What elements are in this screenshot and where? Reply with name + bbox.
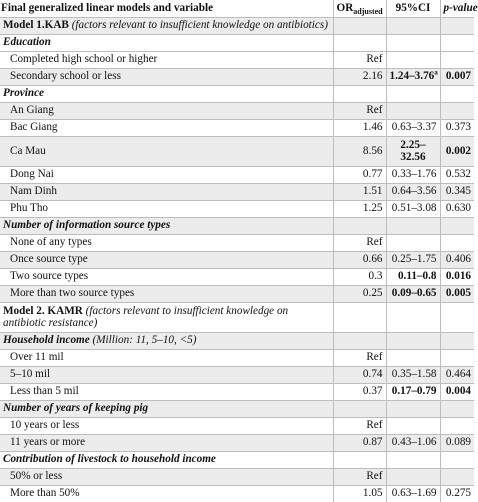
ci-value: 1.24–3.76 — [389, 70, 435, 82]
ci-value — [386, 468, 440, 485]
header-or — [333, 0, 386, 17]
ci-value: 0.51–3.08 — [386, 200, 440, 217]
category-label: Education — [0, 34, 333, 51]
p-value — [440, 468, 474, 485]
or-value: 0.77 — [333, 166, 386, 183]
row-label: More than two source types — [0, 285, 333, 302]
model-1-note: (factors relevant to insufficient knowledge on antibiotics) — [71, 19, 328, 31]
ci-value: 0.17–0.79 — [386, 383, 440, 400]
ci-value — [386, 102, 440, 119]
category-row-education — [0, 34, 474, 51]
or-value: 1.46 — [333, 119, 386, 136]
table-row — [0, 251, 474, 268]
or-value: 1.05 — [333, 485, 386, 502]
or-value: 0.74 — [333, 366, 386, 383]
row-label: Less than 5 mil — [0, 383, 333, 400]
row-label: 50% or less — [0, 468, 333, 485]
table-row — [0, 102, 474, 119]
table-row — [0, 268, 474, 285]
category-label-cell — [0, 332, 333, 349]
category-row-household-income — [0, 332, 474, 349]
model-2-note: (factors relevant to insufficient knowledge on antibiotic resistance) — [3, 305, 289, 329]
row-label: Dong Nai — [0, 166, 333, 183]
ci-value: 0.33–1.76 — [386, 166, 440, 183]
p-value: 0.373 — [440, 119, 474, 136]
p-value: 0.007 — [440, 68, 474, 85]
row-label: More than 50% — [0, 485, 333, 502]
table-row — [0, 349, 474, 366]
row-label: 11 years or more — [0, 434, 333, 451]
category-row-information-sources — [0, 217, 474, 234]
category-label: Contribution of livestock to household income — [0, 451, 333, 468]
category-label: Province — [0, 85, 333, 102]
or-value: Ref — [333, 102, 386, 119]
p-value: 0.016 — [440, 268, 474, 285]
p-value: 0.275 — [440, 485, 474, 502]
header-or-label: OR — [336, 1, 354, 14]
model-1-title: Model 1.KAB — [3, 19, 69, 31]
table-row — [0, 51, 474, 68]
category-row-province — [0, 85, 474, 102]
model-2-title: Model 2. KAMR — [3, 305, 83, 317]
ci-footnote-marker: a — [434, 68, 438, 77]
model-2-title-cell — [0, 302, 333, 332]
category-label: Number of years of keeping pig — [0, 400, 333, 417]
or-value: Ref — [333, 468, 386, 485]
p-value — [440, 102, 474, 119]
row-label: 10 years or less — [0, 417, 333, 434]
table-row — [0, 285, 474, 302]
or-value: Ref — [333, 51, 386, 68]
header-or-subscript: adjusted — [353, 6, 383, 16]
model-1-heading-row — [0, 17, 474, 34]
p-value: 0.089 — [440, 434, 474, 451]
category-row-years-keeping-pig — [0, 400, 474, 417]
table-row — [0, 468, 474, 485]
ci-value: 0.63–1.69 — [386, 485, 440, 502]
p-value: 0.004 — [440, 383, 474, 400]
p-value — [440, 234, 474, 251]
row-label: Completed high school or higher — [0, 51, 333, 68]
row-label: 5–10 mil — [0, 366, 333, 383]
model-2-heading-row — [0, 302, 474, 332]
p-value: 0.005 — [440, 285, 474, 302]
ci-value: 0.25–1.75 — [386, 251, 440, 268]
table-row — [0, 434, 474, 451]
or-value: 0.87 — [333, 434, 386, 451]
p-value: 0.630 — [440, 200, 474, 217]
row-label: An Giang — [0, 102, 333, 119]
row-label: Secondary school or less — [0, 68, 333, 85]
row-label: Two source types — [0, 268, 333, 285]
p-value: 0.464 — [440, 366, 474, 383]
or-value: Ref — [333, 417, 386, 434]
table-row — [0, 200, 474, 217]
or-value: 0.66 — [333, 251, 386, 268]
p-value: 0.002 — [440, 136, 474, 166]
or-value: Ref — [333, 234, 386, 251]
header-ci: 95%CI — [386, 0, 440, 17]
table-row — [0, 183, 474, 200]
ci-value — [386, 51, 440, 68]
or-value: 1.51 — [333, 183, 386, 200]
table-row — [0, 234, 474, 251]
table-row — [0, 417, 474, 434]
table-row — [0, 366, 474, 383]
category-note: (Million: 11, 5–10, <5) — [92, 334, 197, 346]
ci-value: 0.43–1.06 — [386, 434, 440, 451]
model-1-title-cell — [0, 17, 333, 34]
or-value: Ref — [333, 349, 386, 366]
or-value: 0.25 — [333, 285, 386, 302]
row-label: Phu Tho — [0, 200, 333, 217]
table-row — [0, 68, 474, 85]
row-label: None of any types — [0, 234, 333, 251]
ci-value: 0.09–0.65 — [386, 285, 440, 302]
ci-value — [386, 417, 440, 434]
row-label: Nam Dinh — [0, 183, 333, 200]
ci-value: 0.35–1.58 — [386, 366, 440, 383]
ci-value: 0.63–3.37 — [386, 119, 440, 136]
table-row — [0, 136, 474, 166]
table-row — [0, 119, 474, 136]
row-label: Once source type — [0, 251, 333, 268]
header-pvalue-label: p-value — [443, 1, 478, 14]
category-label: Number of information source types — [0, 217, 333, 234]
ci-value — [386, 234, 440, 251]
ci-value-cell — [386, 68, 440, 85]
or-value: 1.25 — [333, 200, 386, 217]
ci-value: 2.25–32.56 — [386, 136, 440, 166]
ci-value: 0.11–0.8 — [386, 268, 440, 285]
header-pvalue — [440, 0, 478, 17]
p-value: 0.532 — [440, 166, 474, 183]
p-value — [440, 417, 474, 434]
or-value: 8.56 — [333, 136, 386, 166]
p-value — [440, 51, 474, 68]
header-variable: Final generalized linear models and variable — [1, 1, 214, 14]
ci-value: 0.64–3.56 — [386, 183, 440, 200]
p-value — [440, 349, 474, 366]
table-row — [0, 166, 474, 183]
p-value: 0.406 — [440, 251, 474, 268]
table-row — [0, 485, 474, 502]
category-label: Household income — [3, 334, 90, 346]
p-value: 0.345 — [440, 183, 474, 200]
or-value: 2.16 — [333, 68, 386, 85]
or-value: 0.37 — [333, 383, 386, 400]
header-row — [0, 0, 474, 17]
ci-value — [386, 349, 440, 366]
row-label: Over 11 mil — [0, 349, 333, 366]
row-label: Bac Giang — [0, 119, 333, 136]
or-value: 0.3 — [333, 268, 386, 285]
table-row — [0, 383, 474, 400]
row-label: Ca Mau — [0, 136, 333, 166]
category-row-livestock-contribution — [0, 451, 474, 468]
